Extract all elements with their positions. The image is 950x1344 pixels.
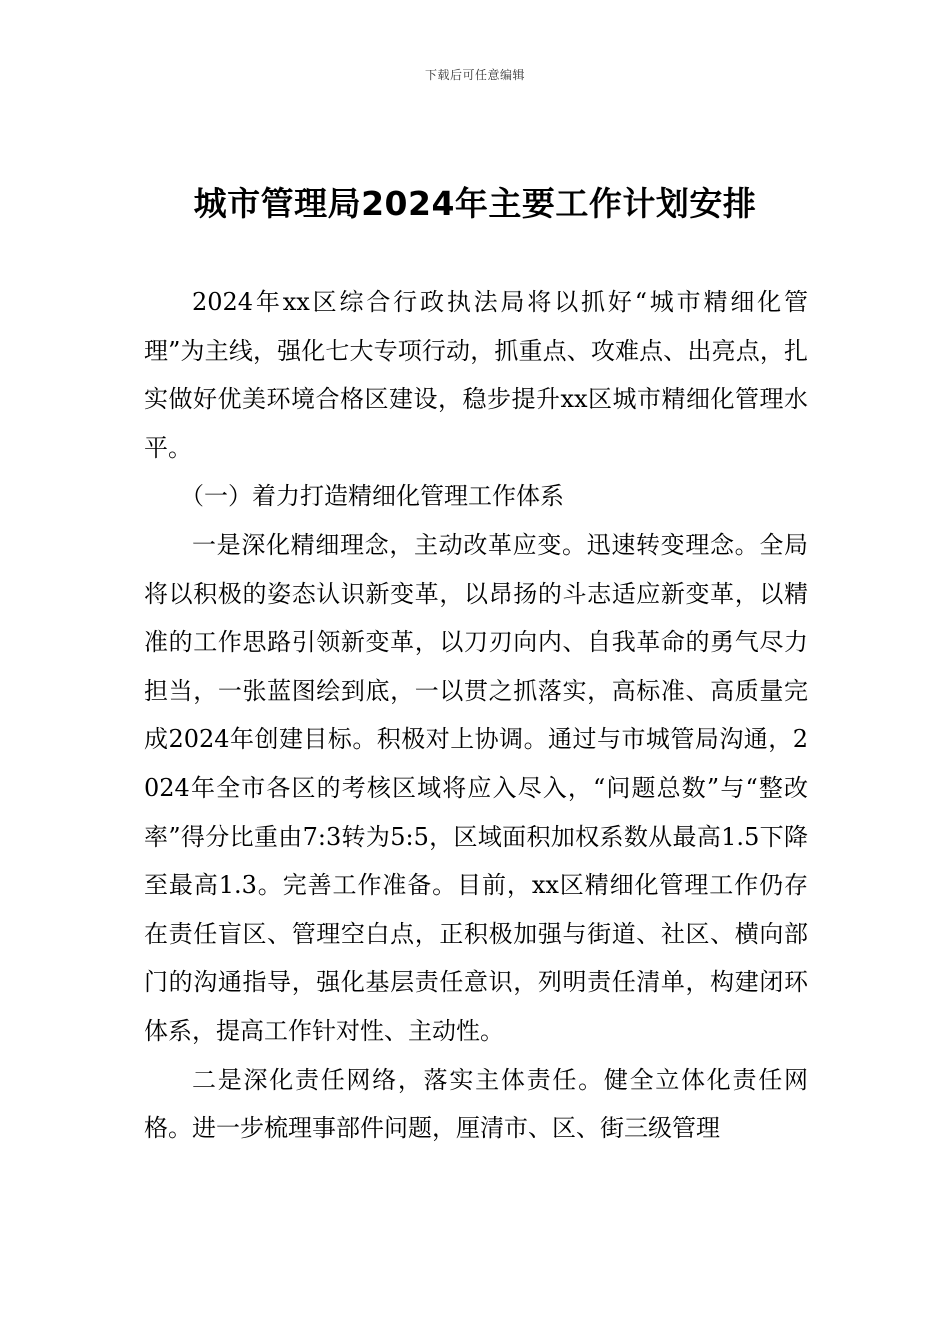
page-header-note: 下载后可任意编辑	[424, 68, 525, 82]
document-body	[144, 278, 808, 1153]
section-heading: （一）着力打造精细化管理工作体系	[180, 482, 564, 511]
document-title: 城市管理局2024年主要工作计划安排	[193, 184, 757, 223]
paragraph-item-one: 一是深化精细理念，主动改革应变。迅速转变理念。全局将以积极的姿态认识新变革，以昂扬的斗志适应新变革，以精准的工作思路引领新变革，以刀刃向内、自我革命的勇气尽力担当，一张蓝图绘到底，一以贯之抓落实，高标准、高质量完成2024年创建目标。积极对上协调。通过与市城管局沟通，2024年全市各区的考核区域将应入尽入，“问题总数”与“整改率”得分比重由7:3转为5:5，区域面积加权系数从最高1.5下降至最高1.3。完善工作准备。目前，xx区精细化管理工作仍存在责任盲区、管理空白点，正积极加强与街道、社区、横向部门的沟通指导，强化基层责任意识，列明责任清单，构建闭环体系，提高工作针对性、主动性。	[144, 530, 808, 1045]
paragraph-intro: 2024年xx区综合行政执法局将以抓好“城市精细化管理”为主线，强化七大专项行动，抓重点、攻难点、出亮点，扎实做好优美环境合格区建设，稳步提升xx区城市精细化管理水平。	[144, 288, 808, 462]
paragraph-item-two: 二是深化责任网络，落实主体责任。健全立体化责任网格。进一步梳理事部件问题，厘清市、区、街三级管理	[144, 1065, 808, 1143]
